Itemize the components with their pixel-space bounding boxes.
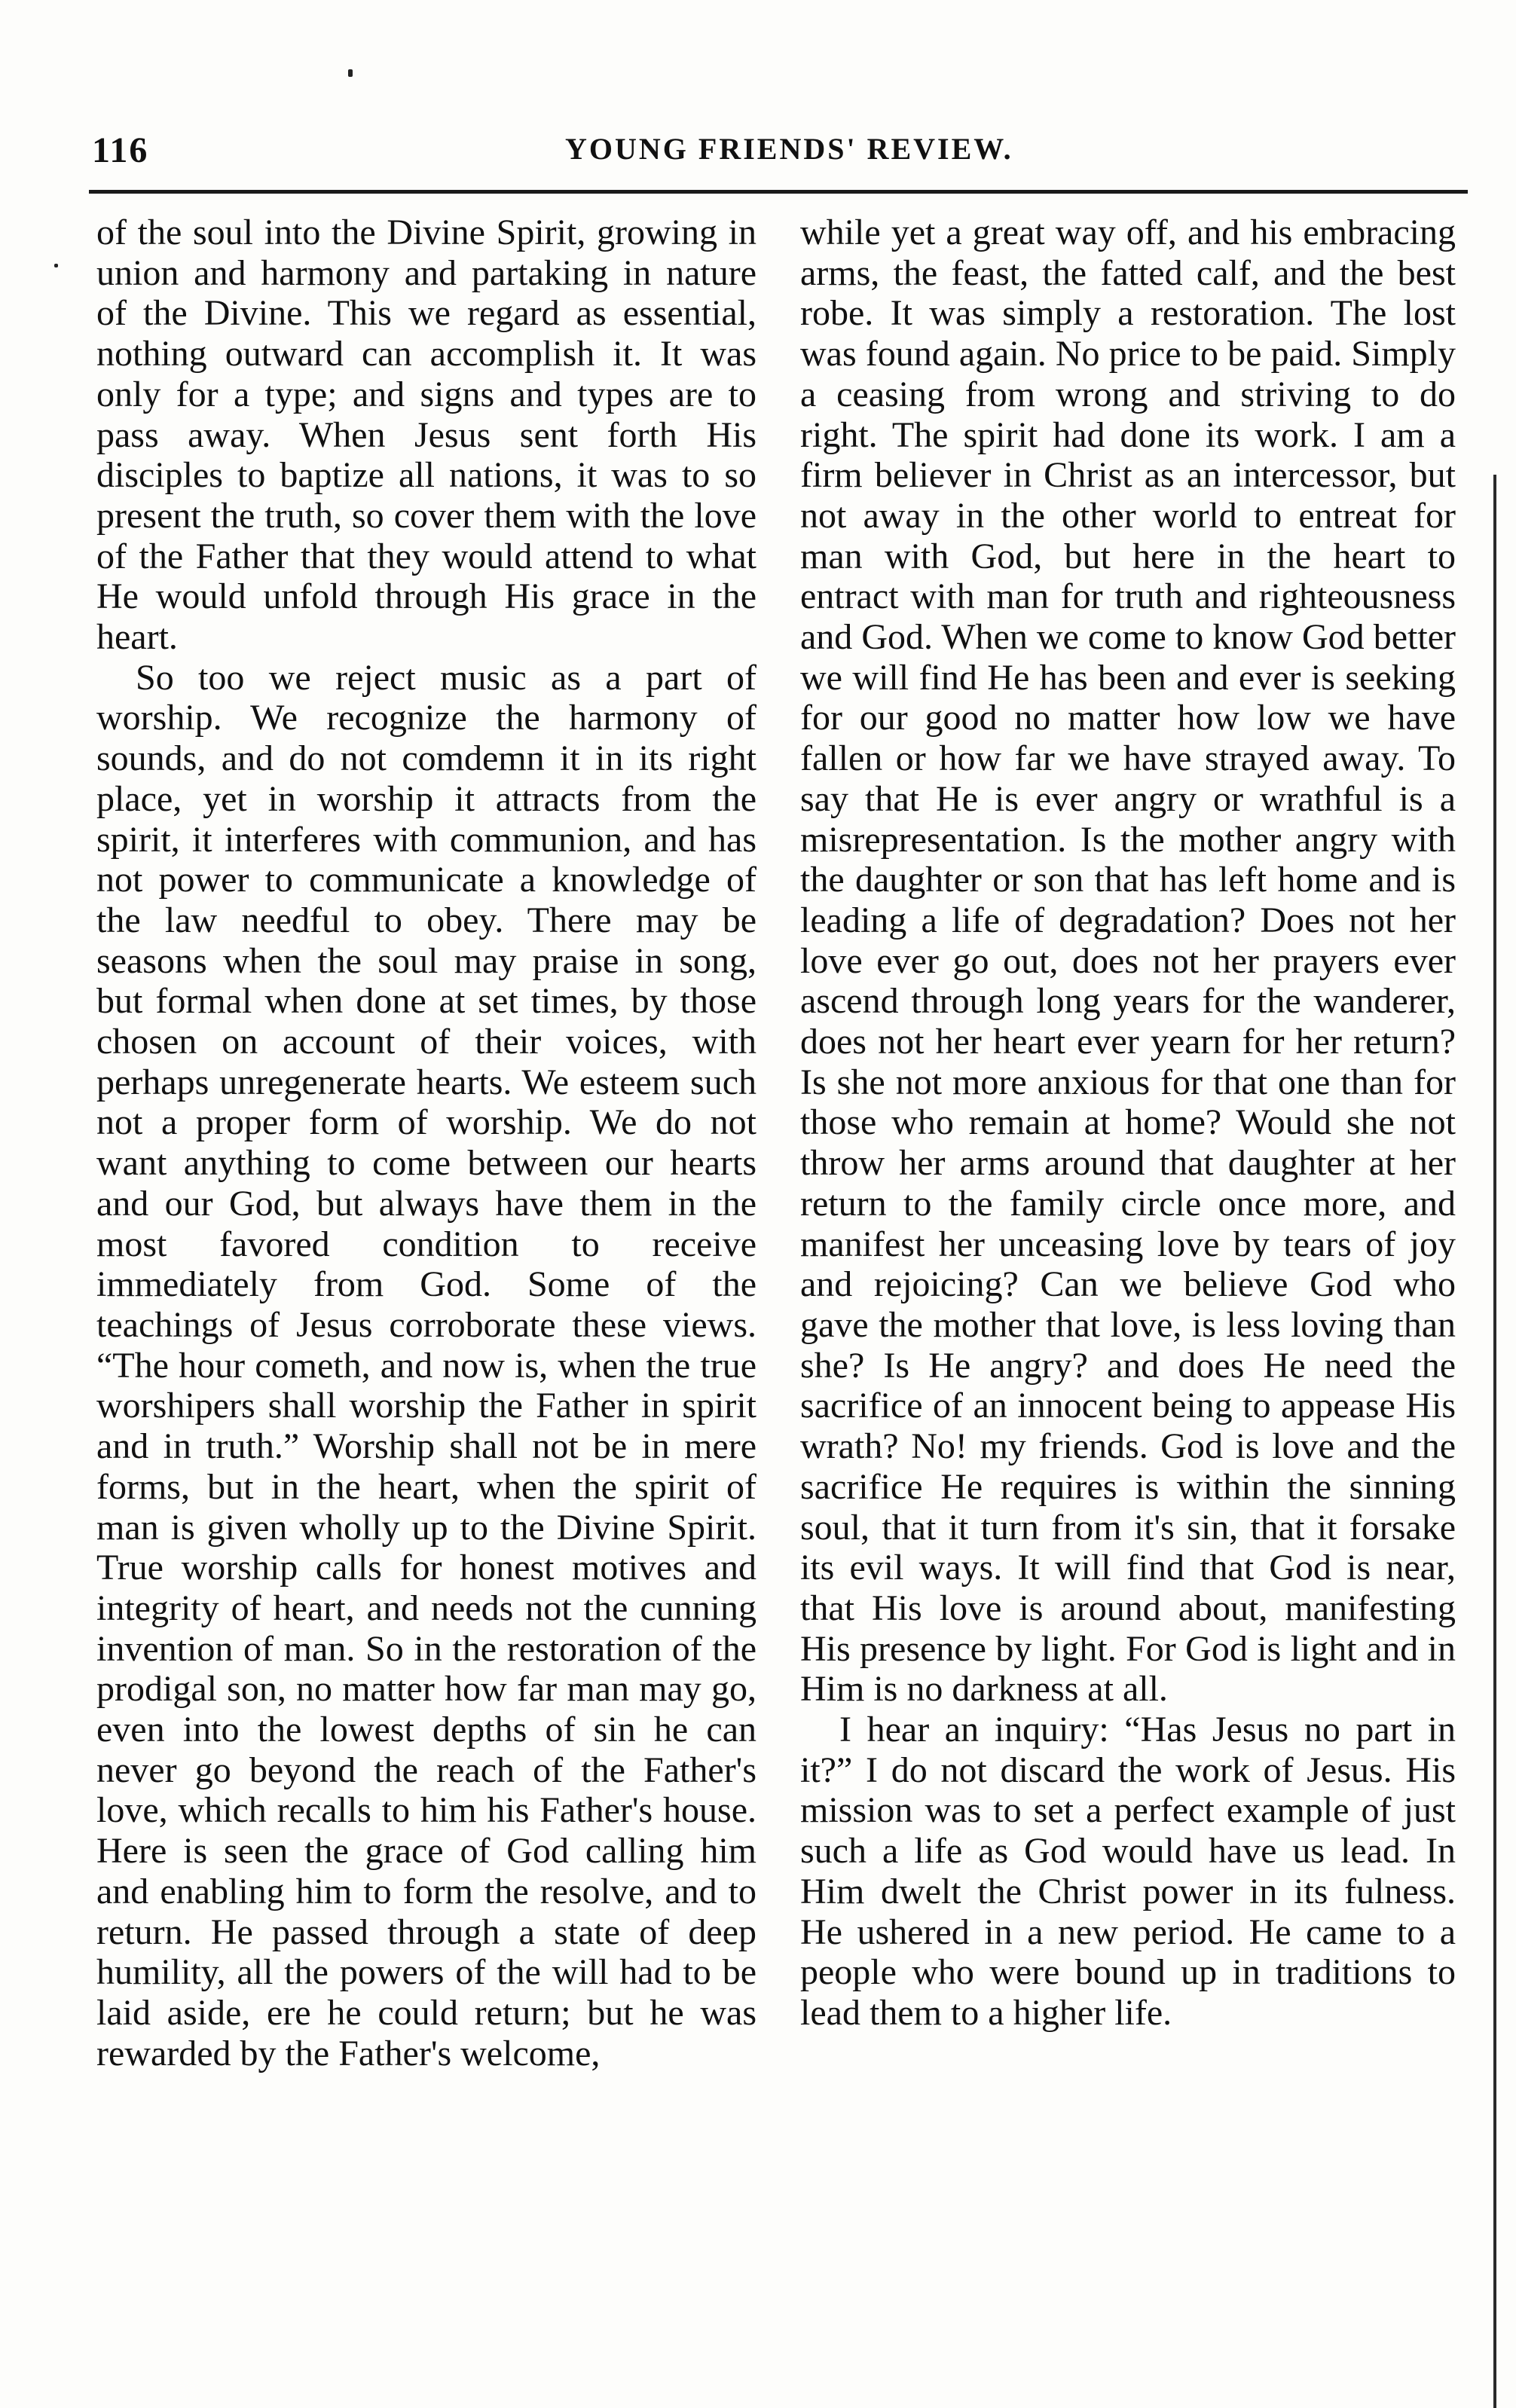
header-rule (89, 190, 1468, 194)
ink-speck (54, 264, 58, 267)
left-paragraph-1: of the soul into the Divine Spirit, growing in union and harmony and partaking in nature of the Divine. This we regard as essential, nothing outward can accomplish it. It was only for a type; and signs and types are to pass away. When Jesus sent forth His disciples to baptize all nations, it was to so present the truth, so cover them with the love of the Father that they would attend to what He would unfold through His grace in the heart. (96, 212, 756, 658)
right-paragraph-1: while yet a great way off, and his embracing arms, the feast, the fatted calf, and the best robe. It was simply a restoration. The lost was found again. No price to be paid. Simply a ceasing from wrong and striving to do right. The spirit had done its work. I am a firm believer in Christ as an intercessor, but not away in the other world to entreat for man with God, but here in the heart to entract with man for truth and righteousness and God. When we come to know God better we will find He has been and ever is seeking for our good no matter how low we have fallen or how far we have strayed away. To say that He is ever angry or wrathful is a misrepresentation. Is the mother angry with the daughter or son that has left home and is leading a life of degradation? Does not her love ever go out, does not her prayers ever ascend through long years for the wanderer, does not her heart ever yearn for her return? Is she not more anxious for that one than for those who remain at home? Would she not throw her arms around that daughter at her return to the family circle once more, and manifest her unceasing love by tears of joy and rejoicing? Can we believe God who gave the mother that love, is less loving than she? Is He angry? and does He need the sacrifice of an innocent being to appease His wrath? No! my friends. God is love and the sacrifice He requires is within the sinning soul, that it turn from it's sin, that it forsake its evil ways. It will find that God is near, that His love is around about, manifesting His presence by light. For God is light and in Him is no darkness at all. (800, 212, 1456, 1710)
ink-speck (348, 69, 353, 77)
page-number: 116 (92, 130, 149, 170)
right-paragraph-2: I hear an inquiry: “Has Jesus no part in it?” I do not discard the work of Jesus. His mission was to set a perfect example of just such a life as God would have us lead. In Him dwelt the Christ power in its fulness. He ushered in a new period. He came to a people who were bound up in traditions to lead them to a higher life. (800, 1710, 1456, 2033)
left-column (96, 212, 756, 2073)
left-paragraph-2: So too we reject music as a part of worship. We recognize the harmony of sounds, and do not comdemn it in its right place, yet in worship it attracts from the spirit, it interferes with communion, and has not power to communicate a knowledge of the law needful to obey. There may be seasons when the soul may praise in song, but formal when done at set times, by those chosen on account of their voices, with perhaps unregenerate hearts. We esteem such not a proper form of worship. We do not want anything to come between our hearts and our God, but always have them in the most favored condition to receive immediately from God. Some of the teachings of Jesus corroborate these views. “The hour cometh, and now is, when the true worshipers shall worship the Father in spirit and in truth.” Worship shall not be in mere forms, but in the heart, when the spirit of man is given wholly up to the Divine Spirit. True worship calls for honest motives and integrity of heart, and needs not the cunning invention of man. So in the restoration of the prodigal son, no matter how far man may go, even into the lowest depths of sin he can never go beyond the reach of the Father's love, which recalls to him his Father's house. Here is seen the grace of God calling him and enabling him to form the resolve, and to return. He passed through a state of deep humility, all the powers of the will had to be laid aside, ere he could return; but he was rewarded by the Father's welcome, (96, 657, 756, 2073)
running-head: YOUNG FRIENDS' REVIEW. (565, 132, 1013, 166)
page-edge-rule (1493, 475, 1496, 2408)
right-column (800, 212, 1456, 2034)
